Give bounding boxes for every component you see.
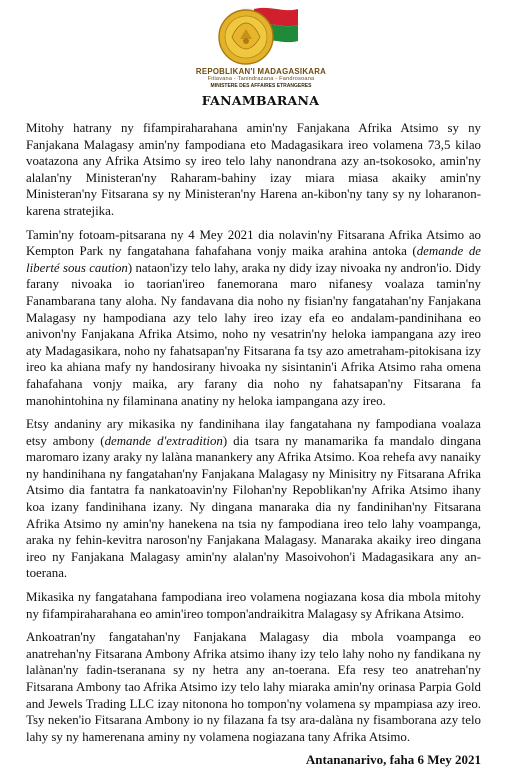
paragraph-3 [26, 416, 481, 582]
paragraph-3-emphasis: demande d'extradition [104, 433, 223, 448]
paragraph-2-text-a: Tamin'ny fotoam-pitsarana ny 4 Mey 2021 dia nolavin'ny Fitsarana Afrika Atsimo ao Kempton Park ny fangatahana fahafahana vonjy maika arahina antoka ( [26, 227, 481, 259]
paragraph-3-text-b: ) dia tsara ny manamarika fa mandalo dingana maromaro izany araky ny lalàna manankery any Afrika Atsimo. Koa rehefa avy nanaiky ny handinihana ny fangatahan'ny Fanjakana Malagasy ny Minisitry ny Fitsarana Afrika Atsimo dia fantatra fa nankatoavin'ny Filohan'ny Repoblikan'ny Afrika Atsimo ihany koa izany fandinihana izany. Ny dingana manaraka dia ny fandinihan'ny Fitsarana Afrika Atsimo ny amin'ny hanekena na tsia ny fampodiana ireo telo lahy voampanga, araka ny fehin-kevitra naroson'ny Fanjakana Malagasy. Manaraka akaiky ireo dingana ireo ny Fanjakana Malagasy amin'ny alalan'ny Masoivohon'i Madagasikara any an-toerana. [26, 433, 481, 581]
paragraph-4: Mikasika ny fangatahana fampodiana ireo volamena nogiazana kosa dia mbola mitohy ny fifampiraharahana eo amin'ireo tompon'andraikitra Malagasy sy Afrikana Atsimo. [26, 590, 481, 621]
paragraph-2 [26, 227, 481, 410]
madagascar-coat-of-arms-icon [186, 3, 336, 67]
paragraph-3-text-a: Etsy andaniny ary mikasika ny fandinihana ilay fangatahana ny fampodiana voalaza etsy ambony ( [26, 417, 481, 448]
document-body [26, 120, 481, 768]
republic-name: REPOBLIKAN'I MADAGASIKARA [195, 67, 327, 76]
national-motto: Fitiavana - Tanindrazana - Fandrosoana [207, 76, 315, 82]
paragraph-2-emphasis: demande de liberté sous caution [26, 244, 481, 275]
paragraph-5: Ankoatran'ny fangatahan'ny Fanjakana Malagasy dia mbola voampanga eo anatrehan'ny Fitsarana Ambony Afrika atsimo ihany izy telo lahy noho ny fandikana ny lalànan'ny fadin-tseranana sy ny hetra any an-toerana. Efa resy teo anatrehan'ny Fitsarana Ambony tao Afrika Atsimo izy telo lahy miaraka amin'ny orinasa Parpia Gold and Jewels Trading LLC izay nitonona ho tompon'ny volamena sy mpampiasa azy ireo. Tsy neken'io Fitsarana Ambony io ny filazana fa tsy ara-dalàna ny fisamborana azy telo lahy sy ny hamerenana aminy ny volamena nogiazana tany Afrika Atsimo. [26, 630, 481, 744]
ministry-name: MINISTERE DES AFFAIRES ETRANGERES [210, 83, 312, 89]
date-line: Antananarivo, faha 6 Mey 2021 [305, 752, 481, 768]
paragraph-1: Mitohy hatrany ny fifampiraharahana amin'ny Fanjakana Afrika Atsimo sy ny Fanjakana Malagasy amin'ny fampodiana eto Madagasikara ireo volamena 73,5 kilao voatazona any Afrika Atsimo sy ireo telo lahy nanondrana azy an-tsokosoko, amin'ny alalan'ny Ministeran'ny Raharam-bahiny izay miara miasa akaiky amin'ny Ministeran'ny Fitsarana sy ny Ministeran'ny Harena an-kibon'ny tany sy ny loharanon-karena stratejika. [26, 121, 481, 218]
paragraph-2-text-b: ) nataon'izy telo lahy, araka ny didy izay nivoaka ny andron'io. Didy farany nivoaka io taorian'ireo fanemorana maro nifanesy voalaza tamin'ny Fanambarana tany aloha. Ny fandavana dia noho ny fisian'ny fangatahan'ny Fanjakana Malagasy ny hampodiana azy telo lahy ireo izay efa eo andalam-pandinihana eo anivon'ny Fanjakana Afrika Atsimo, noho ny vesatrin'ny heloka iampangana azy ireo aty Madagasikara, noho ny fahatsapan'ny Fitsarana fa tsy azo ametraham-pitokisana izy ireo ka ahiana mafy ny handosirany hivoaka ny sisintanin'i Afrika Atsimo raha omena fahafahana vonjy maika, ary farany dia noho ny fahatsapan'ny Fitsarana fa manohintohina ny filaminana anatiny ny heloka iampangana azy ireo. [26, 260, 481, 408]
letterhead [186, 3, 336, 90]
document-title: FANAMBARANA [201, 93, 320, 108]
